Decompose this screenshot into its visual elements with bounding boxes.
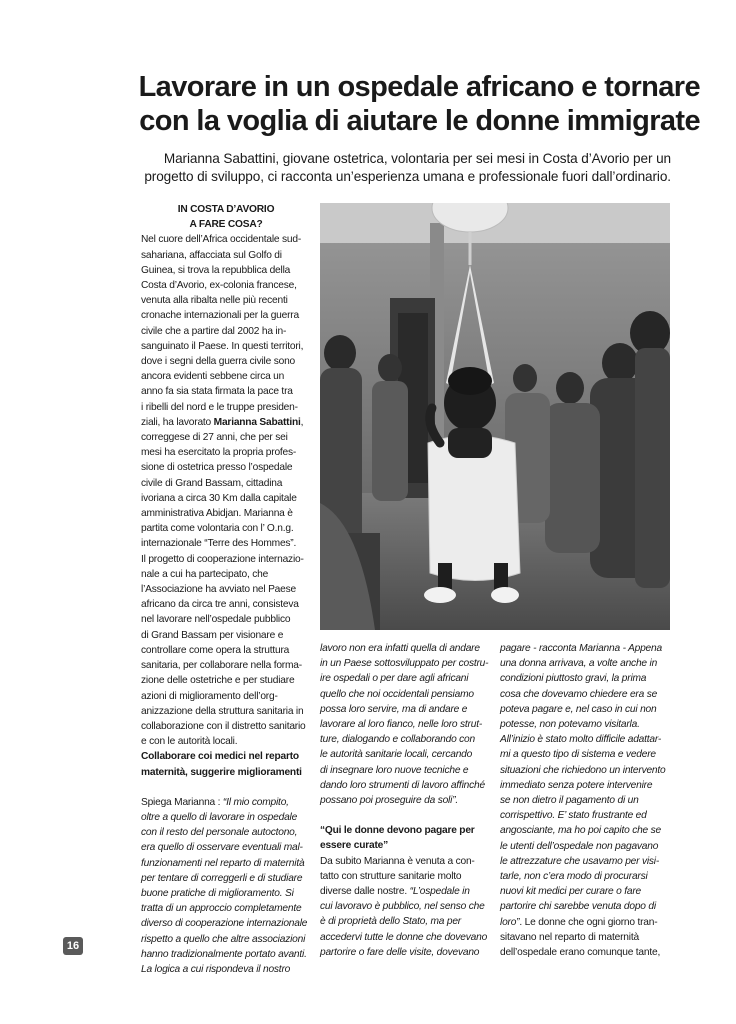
quote-run: Appena bbox=[628, 643, 662, 654]
quote-line: le utenti dell’ospedale non pagavano bbox=[500, 840, 659, 852]
quote-run: loro” bbox=[500, 916, 520, 928]
quote-line: funzionamenti nel reparto di maternità bbox=[141, 857, 305, 869]
photo-baby-weighing-scale bbox=[320, 203, 670, 630]
text-line: Guinea, si trova la repubblica della bbox=[141, 264, 291, 276]
article-column-2 bbox=[320, 641, 491, 960]
quote-line: cosa che dovevamo chiedere era se bbox=[500, 688, 658, 700]
text-line: ancora evidenti sebbene circa un bbox=[141, 371, 285, 383]
article-column-3 bbox=[500, 641, 671, 960]
text-line bbox=[141, 795, 311, 810]
standfirst-line: Marianna Sabattini, giovane ostetrica, volontaria per sei mesi in Costa d’Avorio per un bbox=[163, 151, 671, 166]
text-line: venuta alla ribalta nelle più recenti bbox=[141, 295, 288, 307]
text-line bbox=[500, 915, 671, 930]
text-line: dove i segni della guerra civile sono bbox=[141, 356, 295, 368]
quote-line: partorire chi sarebbe venuta dopo di bbox=[500, 901, 656, 913]
text-run: . Le donne che ogni giorno tran- bbox=[519, 916, 658, 928]
page-number: 16 bbox=[63, 937, 83, 955]
quote-line: poteva pagare e, nel caso in cui non bbox=[500, 703, 657, 715]
text-line: correggese di 27 anni, che per sei bbox=[141, 432, 288, 444]
quote-line: possa loro servire, ma di andare e bbox=[320, 703, 468, 715]
quote-line: lavoro non era infatti quella di andare bbox=[320, 643, 480, 654]
text-line: l’Associazione ha avviato nel Paese bbox=[141, 584, 296, 596]
quote-line: situazioni che richiedono un intervento bbox=[500, 764, 666, 776]
quote-line: All’inizio è stato molto difficile adattar- bbox=[500, 734, 662, 746]
section-subhead: “Qui le donne devono pagare per bbox=[320, 825, 475, 837]
headline-line: con la voglia di aiutare le donne immigrate bbox=[139, 105, 700, 137]
standfirst-line: progetto di sviluppo, ci racconta un’esperienza umana e professionale fuori dall’ordinario. bbox=[144, 169, 671, 184]
headline bbox=[120, 70, 700, 138]
text-line: e con le autorità locali. bbox=[141, 736, 238, 748]
text-line: internazionale “Terre des Hommes”. bbox=[141, 538, 297, 550]
text-line bbox=[320, 884, 491, 899]
section-subhead: Collaborare coi medici nel reparto bbox=[141, 751, 299, 763]
text-line: sanitaria, per collaborare nella forma- bbox=[141, 660, 302, 672]
section-subhead: IN COSTA D’AVORIO bbox=[177, 204, 275, 215]
quote-line: partorire o fare delle visite, dovevano bbox=[320, 946, 480, 958]
text-line: sanguinato il Paese. In questi territori, bbox=[141, 340, 304, 352]
standfirst bbox=[120, 150, 671, 186]
quote-line: in un Paese sottosviluppato per costru- bbox=[320, 658, 489, 670]
quote-line: lavorare al loro fianco, nelle loro strut- bbox=[320, 719, 483, 731]
text-line: Nel cuore dell’Africa occidentale sud- bbox=[141, 234, 302, 246]
quote-line: possano poi proseguire da soli”. bbox=[320, 795, 459, 807]
text-line: tatto con strutture sanitarie molto bbox=[320, 870, 462, 882]
text-line: nale a cui ha partecipato, che bbox=[141, 568, 269, 580]
text-line: africano da circa tre anni, consisteva bbox=[141, 599, 299, 611]
text-line: cronache internazionali per la guerra bbox=[141, 310, 299, 322]
text-line bbox=[500, 641, 671, 656]
text-run: diverse dalle nostre. bbox=[320, 886, 407, 898]
text-line: collaborazione con il distretto sanitario bbox=[141, 720, 306, 732]
quote-line: le attrezzature che usavamo per visi- bbox=[500, 855, 660, 867]
quote-line: condizioni piuttosto gravi, la prima bbox=[500, 673, 647, 685]
quote-line: potesse, non potevamo visitarla. bbox=[500, 719, 640, 731]
quote-line: ire ospedali o per dare agli africani bbox=[320, 673, 469, 685]
section-subhead: essere curate” bbox=[320, 840, 388, 852]
quote-line: rispetto a quello che altre associazioni bbox=[141, 933, 306, 945]
quote-line: diverso di cooperazione internazionale bbox=[141, 918, 308, 930]
quote-line: buone pratiche di miglioramento. Si bbox=[141, 887, 294, 899]
quote-line: tarle, non c’era modo di procurarsi bbox=[500, 871, 648, 883]
text-line: zione delle ostetriche e per studiare bbox=[141, 675, 295, 687]
text-run: , bbox=[300, 416, 304, 428]
text-line: Il progetto di cooperazione internazio- bbox=[141, 553, 304, 565]
quote-line: angosciante, ma ho poi capito che se bbox=[500, 825, 662, 837]
quote-line: corrispettivo. E’ stato frustrante ed bbox=[500, 810, 647, 822]
paragraph-gap bbox=[141, 780, 311, 795]
text-line: Da subito Marianna è venuta a con- bbox=[320, 855, 475, 867]
quote-line: era quello di osservare eventuali mal- bbox=[141, 842, 303, 854]
headline-line: Lavorare in un ospedale africano e tornare bbox=[138, 71, 700, 103]
quote-line: quello che noi occidentali pensiamo bbox=[320, 688, 474, 700]
text-line: sahariana, affacciata sul Golfo di bbox=[141, 249, 282, 261]
text-line: di Grand Bassam per visionare e bbox=[141, 629, 284, 641]
section-subhead: maternità, suggerire miglioramenti bbox=[141, 766, 302, 778]
quote-line: ture, dialogando e collaborando con bbox=[320, 734, 475, 746]
quote-line: le autorità sanitarie locali, cercando bbox=[320, 749, 473, 761]
quote-run: “Il mio compito, bbox=[222, 796, 289, 808]
quote-line: mi a questo tipo di sistema e vedere bbox=[500, 749, 656, 761]
quote-line: di insegnare loro nuove tecniche e bbox=[320, 764, 469, 776]
quote-line: con il resto del personale autoctono, bbox=[141, 827, 298, 839]
text-line: sione di ostetrica presso l’ospedale bbox=[141, 462, 293, 474]
photo-illustration bbox=[320, 203, 670, 630]
quote-run: “L’ospedale in bbox=[409, 886, 470, 898]
text-line: azioni di miglioramento dell’org- bbox=[141, 690, 278, 702]
section-subhead: A FARE COSA? bbox=[189, 219, 263, 231]
quote-line: dando loro strumenti di lavoro affinché bbox=[320, 779, 485, 791]
quote-line: nuovi kit medici per curare o fare bbox=[500, 886, 641, 898]
text-line: Costa d’Avorio, ex-colonia francese, bbox=[141, 280, 297, 292]
quote-line: una donna arrivava, a volte anche in bbox=[500, 658, 658, 670]
quote-line: cui lavoravo è pubblico, nel senso che bbox=[320, 901, 485, 913]
quote-line: se non dietro il pagamento di un bbox=[500, 795, 639, 807]
text-line: mesi ha esercitato la propria profes- bbox=[141, 447, 297, 459]
quote-line: La logica a cui rispondeva il nostro bbox=[141, 963, 291, 975]
text-run: pagare - racconta Marianna - bbox=[500, 643, 629, 654]
paragraph-gap bbox=[320, 808, 491, 823]
quote-line: oltre a quello di lavorare in ospedale bbox=[141, 811, 298, 823]
text-line: i ribelli del nord e le truppe presiden- bbox=[141, 401, 298, 413]
text-line: sitavano nel reparto di maternità bbox=[500, 931, 639, 943]
quote-line: è di proprietà dello Stato, ma per bbox=[320, 916, 462, 928]
text-line: civile di Grand Bassam, cittadina bbox=[141, 477, 283, 489]
text-line: amministrativa Abidjan. Marianna è bbox=[141, 508, 293, 520]
text-line: controllare come opera la struttura bbox=[141, 644, 290, 656]
text-line: anno fa sia stata firmata la pace tra bbox=[141, 386, 293, 398]
person-name: Marianna Sabattini bbox=[213, 416, 301, 428]
quote-line: accedervi tutte le donne che dovevano bbox=[320, 931, 488, 943]
quote-line: per tentare di correggerli e di studiare bbox=[141, 872, 303, 884]
text-run: ziali, ha lavorato bbox=[141, 416, 212, 428]
text-line: civile che a partire dal 2002 ha in- bbox=[141, 325, 287, 337]
text-line: ivoriana a circa 30 Km dalla capitale bbox=[141, 492, 297, 504]
quote-line: hanno tradizionalmente portato avanti. bbox=[141, 948, 307, 960]
text-line: anizzazione della struttura sanitaria in bbox=[141, 705, 304, 717]
text-line bbox=[141, 415, 311, 430]
text-line: partita come volontaria con l’ O.n.g. bbox=[141, 523, 294, 535]
text-line: dell’ospedale erano comunque tante, bbox=[500, 947, 661, 959]
article-column-1 bbox=[141, 202, 311, 977]
quote-line: tratta di un approccio completamente bbox=[141, 903, 302, 915]
text-line: nel lavorare nell’ospedale pubblico bbox=[141, 614, 291, 626]
text-run: Spiega Marianna : bbox=[141, 796, 223, 808]
quote-line: immediato senza potere intervenire bbox=[500, 779, 653, 791]
